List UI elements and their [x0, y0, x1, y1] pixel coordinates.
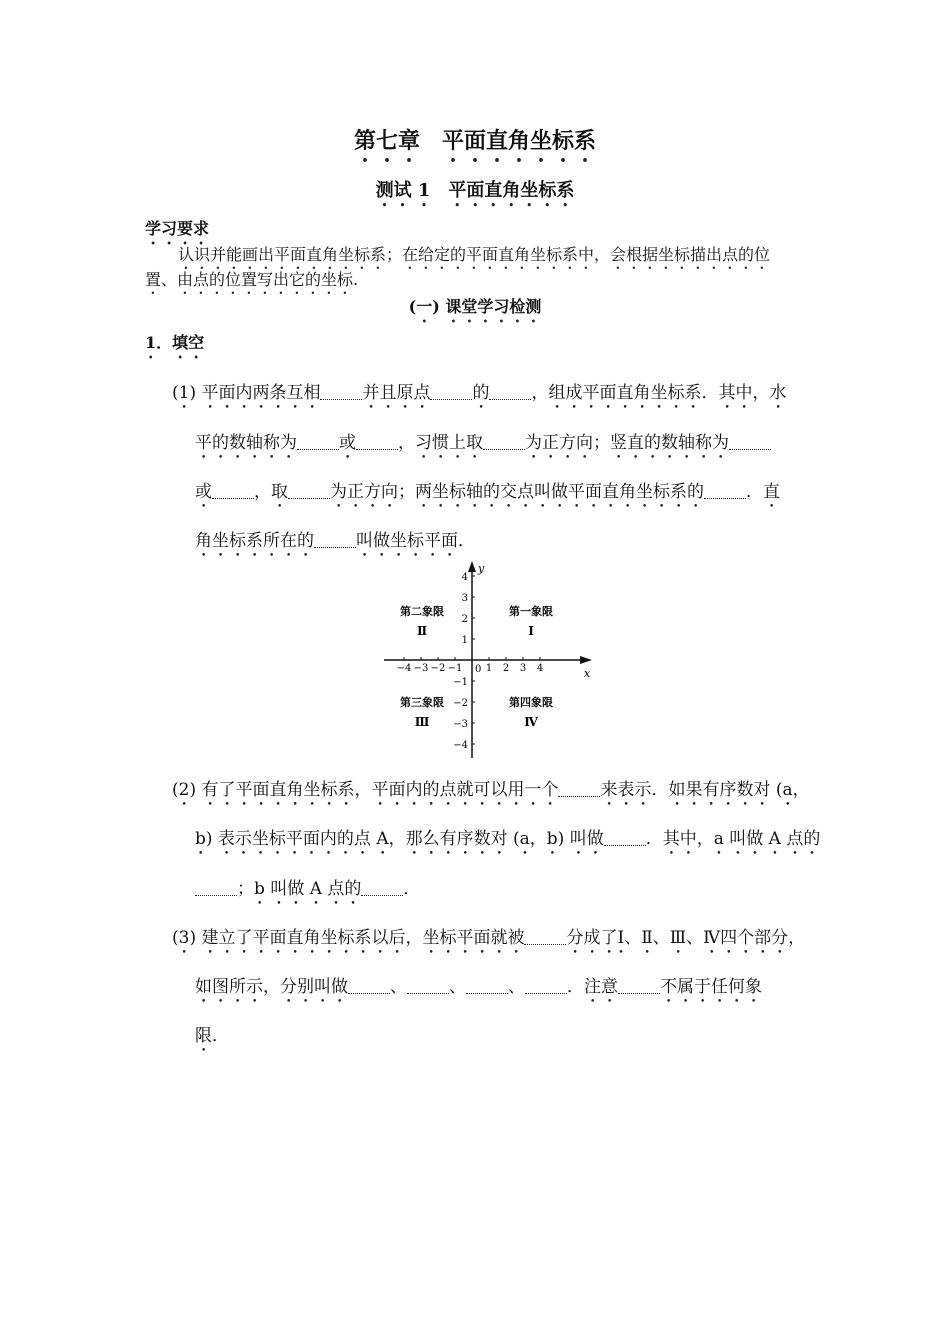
question-text: b) 表示坐标平面内的点 A，那么有序数对 (a，b) 叫做 [195, 829, 604, 849]
y-tick-label: −4 [453, 740, 468, 751]
answer-blank[interactable] [314, 530, 356, 548]
question-text: 如图所示，分别叫做 [195, 977, 348, 997]
origin-label: 0 [475, 664, 482, 675]
question-part-2-line [195, 874, 420, 909]
question-part-3-line [172, 923, 805, 958]
requirements-line-2: 置、由点的位置写出它的坐标. [145, 270, 359, 289]
y-tick-label: 4 [461, 572, 468, 583]
question-part-1-line [195, 428, 771, 463]
answer-blank[interactable] [558, 779, 600, 797]
x-axis-arrow [580, 656, 592, 664]
question-text: 叫做坐标平面． [356, 531, 475, 551]
question-part-3-line [195, 1021, 229, 1056]
y-tick-label: −2 [453, 698, 468, 709]
question-text: 的 [472, 383, 490, 403]
x-tick-label: −2 [430, 663, 446, 674]
question-text: 角坐标系所在的 [195, 531, 314, 551]
y-tick-label: 1 [461, 635, 468, 646]
answer-blank[interactable] [288, 481, 330, 499]
answer-blank[interactable] [704, 481, 746, 499]
question-part-1-line [172, 378, 786, 413]
answer-blank[interactable] [407, 976, 449, 994]
y-axis-arrow [468, 561, 476, 572]
quadrant-numeral: Ⅳ [524, 715, 538, 729]
question-text: 为正方向；竖直的数轴称为 [525, 433, 729, 453]
x-tick-label: −3 [413, 663, 429, 674]
question-text: ．注意 [567, 977, 618, 997]
y-tick-label: −1 [453, 677, 468, 688]
quadrant-name: 第四象限 [509, 696, 553, 709]
question-text: 并且原点 [362, 383, 431, 403]
question-text: ．直 [746, 482, 780, 502]
question-text: 或 [195, 482, 212, 502]
quadrant-name: 第一象限 [509, 605, 553, 618]
question-part-1-line [195, 477, 780, 512]
x-tick-label: −1 [447, 663, 463, 674]
question-text: ，组成平面直角坐标系．其中，水 [531, 383, 787, 403]
question-part-1-line [195, 526, 475, 561]
question-text: 、 [390, 977, 407, 997]
quadrant-name: 第二象限 [400, 605, 444, 618]
question-text: 来表示．如果有序数对 (a， [600, 780, 810, 800]
answer-blank[interactable] [524, 927, 566, 945]
quadrant-numeral: Ⅰ [528, 624, 534, 638]
question-text: 或 [339, 433, 356, 453]
x-axis-label: x [584, 667, 591, 680]
x-tick-label: 3 [519, 663, 527, 674]
answer-blank[interactable] [525, 976, 567, 994]
question-text: ，习惯上取 [398, 433, 483, 453]
answer-blank[interactable] [356, 432, 398, 450]
question-part-2-line [195, 824, 820, 859]
answer-blank[interactable] [604, 828, 646, 846]
question-part-2-line [172, 775, 810, 810]
question-text: 、 [449, 977, 466, 997]
requirements-heading: 学习要求 [145, 219, 210, 238]
question-text: 不属于任何象 [660, 977, 762, 997]
answer-blank[interactable] [361, 878, 403, 896]
x-tick-label: 2 [502, 663, 510, 674]
x-tick-label: 1 [485, 663, 493, 674]
section-title: (一) 课堂学习检测 [408, 297, 542, 316]
question-text: ． [403, 879, 421, 899]
question-1-label: 1．填空 [145, 333, 205, 352]
quadrant-numeral: Ⅱ [416, 624, 428, 638]
question-text: ，取 [254, 482, 288, 502]
x-tick-label: 4 [536, 663, 544, 674]
y-axis-label: y [478, 562, 485, 575]
answer-blank[interactable] [483, 432, 525, 450]
y-tick-label: 3 [461, 593, 468, 604]
question-text: 限． [195, 1026, 229, 1046]
question-text: (2) 有了平面直角坐标系，平面内的点就可以用一个 [172, 780, 559, 800]
answer-blank[interactable] [618, 976, 660, 994]
question-text: ；b 叫做 A 点的 [237, 879, 362, 899]
quadrant-name: 第三象限 [400, 696, 444, 709]
quadrant-numeral: Ⅲ [414, 715, 430, 729]
answer-blank[interactable] [195, 878, 237, 896]
answer-blank[interactable] [430, 382, 472, 400]
x-tick-label: −4 [396, 663, 412, 674]
answer-blank[interactable] [297, 432, 339, 450]
requirements-line-1: 认识并能画出平面直角坐标系；在给定的平面直角坐标系中，会根据坐标描出点的位 [178, 245, 771, 264]
coordinate-figure [370, 560, 600, 760]
answer-blank[interactable] [489, 382, 531, 400]
question-text: 分成了Ⅰ、Ⅱ、Ⅲ、Ⅳ四个部分， [566, 928, 806, 948]
question-text: (1) 平面内两条互相 [172, 383, 321, 403]
answer-blank[interactable] [466, 976, 508, 994]
answer-blank[interactable] [348, 976, 390, 994]
question-part-3-line [195, 972, 762, 1007]
answer-blank[interactable] [212, 481, 254, 499]
y-tick-label: 2 [461, 614, 468, 625]
answer-blank[interactable] [729, 432, 771, 450]
question-text: 、 [508, 977, 525, 997]
question-text: (3) 建立了平面直角坐标系以后，坐标平面就被 [172, 928, 525, 948]
chapter-title: 第七章 平面直角坐标系 [353, 128, 596, 154]
question-text: 为正方向；两坐标轴的交点叫做平面直角坐标系的 [330, 482, 704, 502]
y-tick-label: −3 [453, 719, 468, 730]
question-text: 平的数轴称为 [195, 433, 297, 453]
answer-blank[interactable] [320, 382, 362, 400]
question-text: ．其中，a 叫做 A 点的 [645, 829, 821, 849]
test-title: 测试 1 平面直角坐标系 [375, 180, 575, 201]
